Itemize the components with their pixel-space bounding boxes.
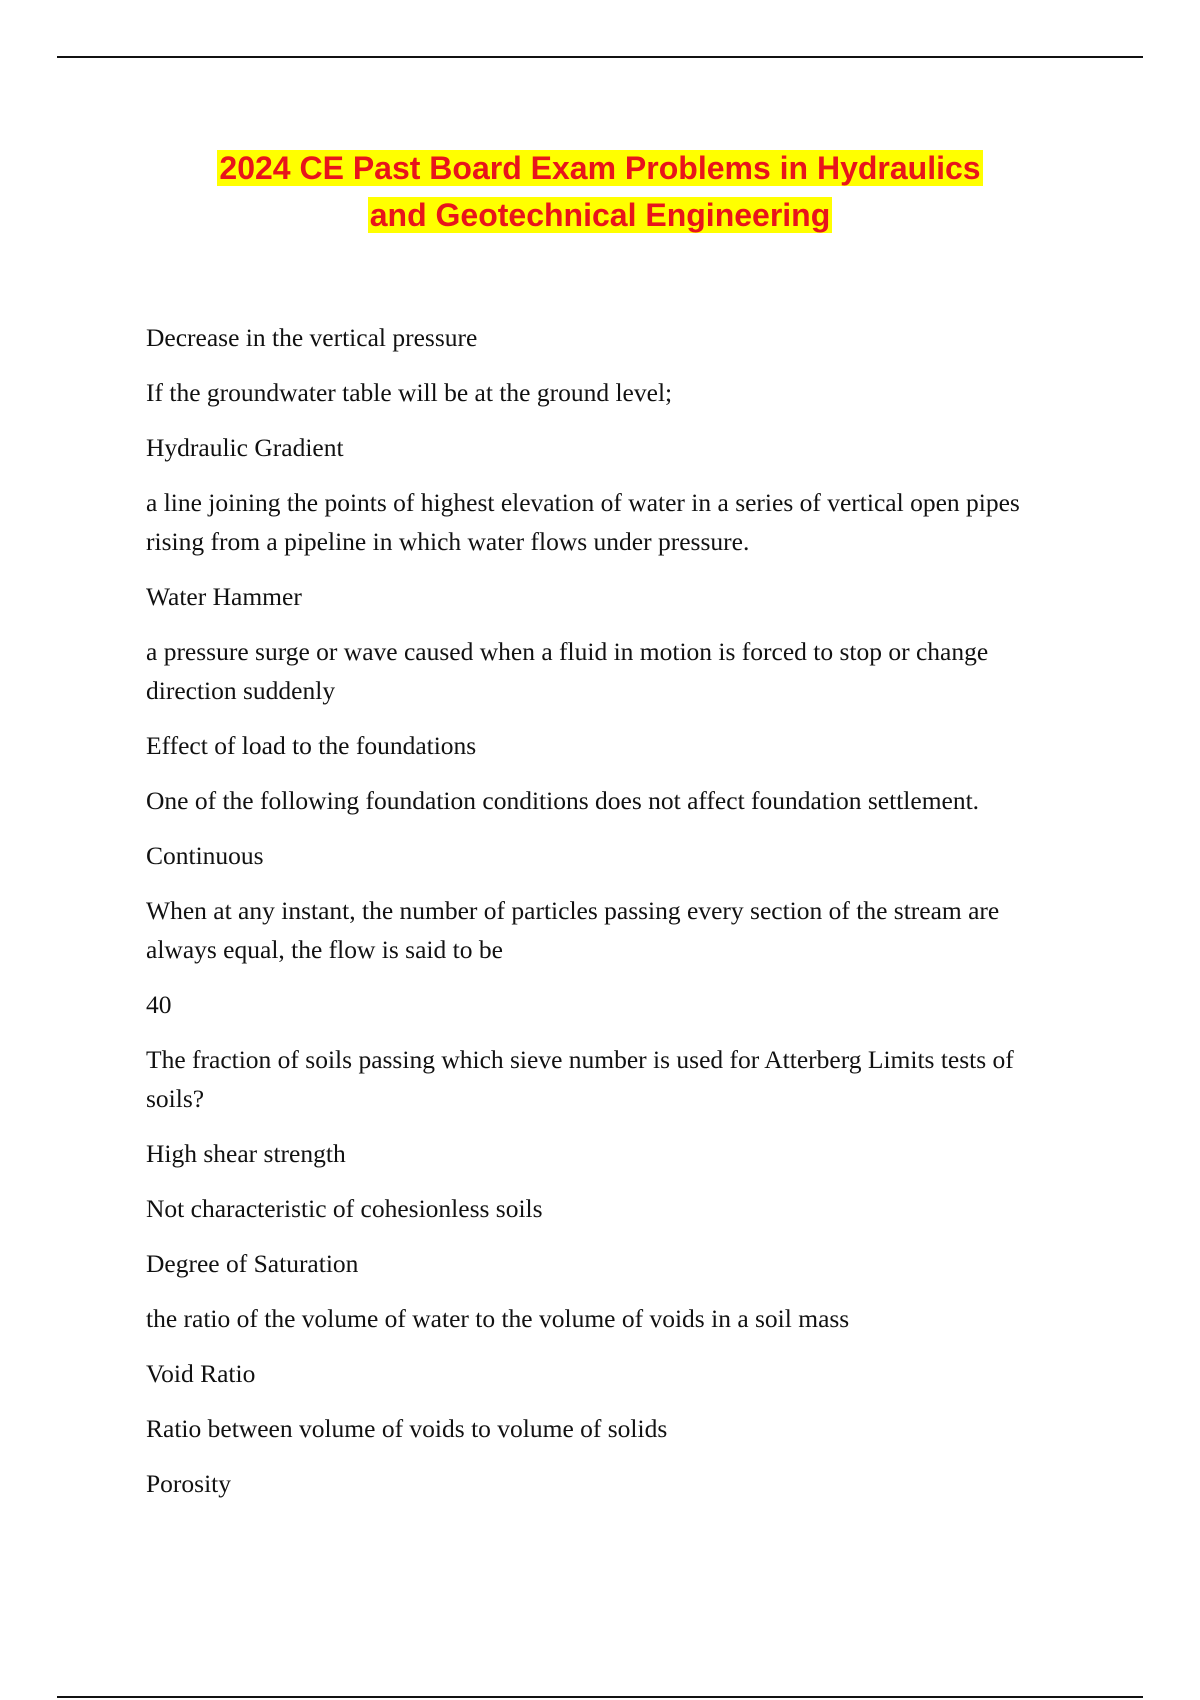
paragraph: 40 (146, 990, 172, 1019)
paragraph: a pressure surge or wave caused when a fluid in motion is forced to stop or change direction suddenly (146, 637, 989, 705)
title-line-2: and Geotechnical Engineering (369, 197, 831, 233)
paragraph: Water Hammer (146, 582, 302, 611)
paragraph: Ratio between volume of voids to volume of solids (146, 1414, 668, 1443)
bottom-rule (57, 1696, 1143, 1698)
paragraph: The fraction of soils passing which sieve number is used for Atterberg Limits tests of soils? (146, 1045, 1014, 1113)
paragraph: Effect of load to the foundations (146, 731, 477, 760)
paragraph: the ratio of the volume of water to the volume of voids in a soil mass (146, 1304, 850, 1333)
paragraph: If the groundwater table will be at the ground level; (146, 378, 673, 407)
paragraph: Void Ratio (146, 1359, 256, 1388)
document-body (146, 318, 1066, 1519)
title-line-1: 2024 CE Past Board Exam Problems in Hydraulics (219, 150, 981, 186)
document-title (0, 145, 1200, 239)
paragraph: Not characteristic of cohesionless soils (146, 1194, 543, 1223)
paragraph: Continuous (146, 841, 264, 870)
paragraph: Porosity (146, 1469, 232, 1498)
paragraph: Decrease in the vertical pressure (146, 323, 478, 352)
paragraph: Hydraulic Gradient (146, 433, 344, 462)
paragraph: High shear strength (146, 1139, 346, 1168)
paragraph: When at any instant, the number of particles passing every section of the stream are always equal, the flow is said to be (146, 896, 1000, 964)
paragraph: Degree of Saturation (146, 1249, 359, 1278)
paragraph: a line joining the points of highest elevation of water in a series of vertical open pipes rising from a pipeline in which water flows under pressure. (146, 488, 1020, 556)
paragraph: One of the following foundation conditions does not affect foundation settlement. (146, 786, 980, 815)
top-rule (57, 56, 1143, 58)
